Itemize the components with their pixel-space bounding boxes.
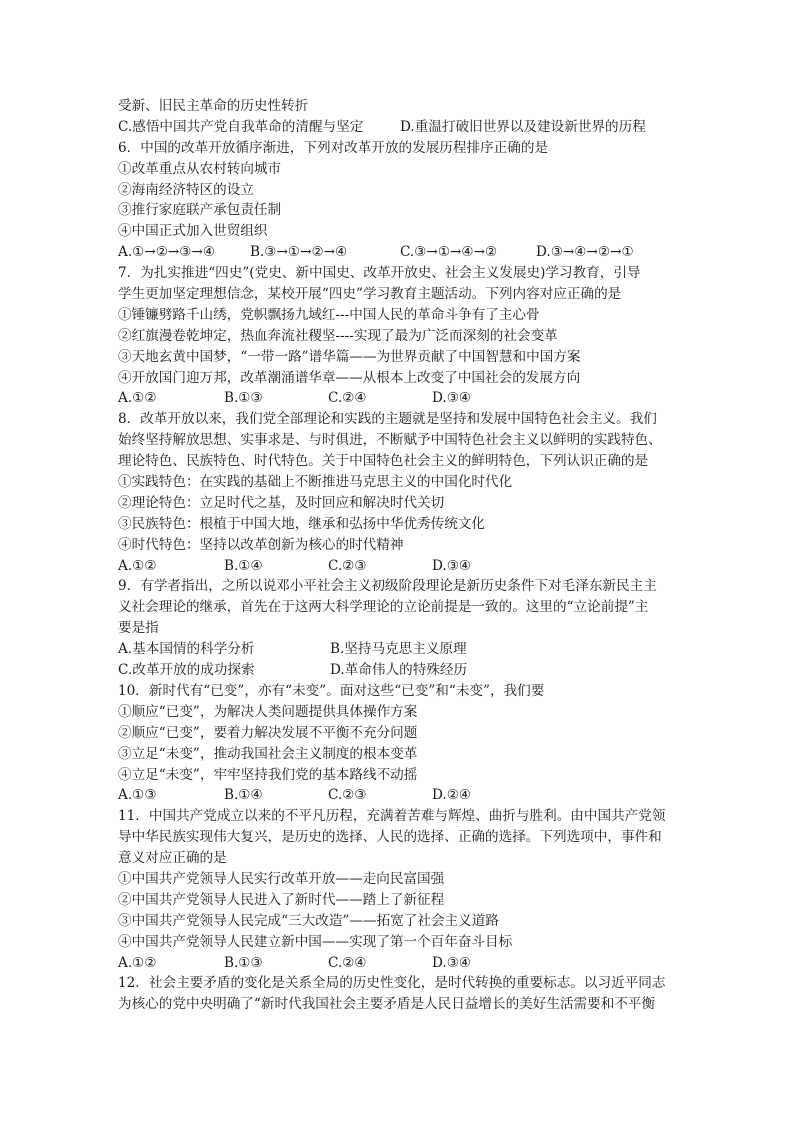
q11-option-d: D.③④ (432, 954, 472, 971)
q12-stem: 12．社会主要矛盾的变化是关系全局的历史性变化，是时代转换的重要标志。以习近平同志 (118, 975, 666, 992)
q11-option-c: C.②④ (328, 954, 367, 971)
q9-stem: 要是指 (118, 620, 159, 637)
q9-option-b: B.坚持马克思主义原理 (330, 641, 467, 658)
exam-content (118, 96, 678, 1015)
q10-item: ①顺应“已变”，为解决人类问题提供具体操作方案 (118, 703, 418, 720)
q7-option-d: D.③④ (432, 390, 472, 407)
q6-option-b: B.③→①→②→④ (250, 244, 348, 261)
q12-stem: 为核心的党中央明确了“新时代我国社会主要矛盾是人民日益增长的美好生活需要和不平衡 (118, 996, 656, 1013)
q9-stem: 9．有学者指出，之所以说邓小平社会主义初级阶段理论是新历史条件下对毛泽东新民主主 (118, 578, 657, 595)
q6-item: ①改革重点从农村转向城市 (118, 160, 282, 177)
q9-options-row (118, 660, 678, 681)
q6-option-c: C.③→①→④→② (400, 244, 498, 261)
q7-item: ④开放国门迎万邦，改革潮涌谱华章——从根本上改变了中国社会的发展方向 (118, 369, 581, 386)
q8-option-d: D.③④ (432, 557, 472, 574)
q10-item: ②顺应“已变”，要着力解决发展不平衡不充分问题 (118, 724, 418, 741)
q9-stem: 义社会理论的继承，首先在于这两大科学理论的立论前提是一致的。这里的“立论前提”主 (118, 599, 649, 616)
q10-option-a: A.①③ (118, 787, 157, 804)
q8-options-row (118, 556, 678, 577)
q9-option-c: C.改革开放的成功探索 (118, 662, 255, 679)
q5-option-c: C.感悟中国共产党自我革命的清醒与坚定 (118, 118, 364, 135)
q8-option-a: A.①② (118, 557, 157, 574)
q6-item: ④中国正式加入世贸组织 (118, 223, 268, 240)
q7-item: ①锤镰劈路千山绣，党帜飘扬九域红---中国人民的革命斗争有了主心骨 (118, 306, 540, 323)
q11-options-row (118, 953, 678, 974)
q11-stem: 11．中国共产党成立以来的不平凡历程，充满着苦难与辉煌、曲折与胜利。由中国共产党领 (118, 808, 666, 825)
q8-stem: 8．改革开放以来，我们党全部理论和实践的主题就是坚持和发展中国特色社会主义。我们 (118, 411, 657, 428)
q8-item: ③民族特色：根植于中国大地，继承和弘扬中华优秀传统文化 (118, 515, 486, 532)
q10-options-row (118, 785, 678, 806)
q6-stem: 6．中国的改革开放循序渐进，下列对改革开放的发展历程排序正确的是 (118, 139, 549, 156)
q6-item: ②海南经济特区的设立 (118, 181, 254, 198)
q7-options-row (118, 388, 678, 409)
q10-option-c: C.②③ (328, 787, 367, 804)
q5-options-row (118, 117, 678, 138)
q7-option-c: C.②④ (328, 390, 367, 407)
q8-item: ①实践特色：在实践的基础上不断推进马克思主义的中国化时代化 (118, 474, 513, 491)
q6-option-a: A.①→②→③→④ (118, 244, 216, 261)
q9-option-a: A.基本国情的科学分析 (118, 641, 255, 658)
q6-option-d: D.③→④→②→① (536, 244, 634, 261)
q11-item: ②中国共产党领导人民进入了新时代——踏上了新征程 (118, 891, 445, 908)
q8-item: ④时代特色：坚持以改革创新为核心的时代精神 (118, 536, 404, 553)
q11-item: ④中国共产党领导人民建立新中国——实现了第一个百年奋斗目标 (118, 933, 513, 950)
q11-item: ①中国共产党领导人民实行改革开放——走向民富国强 (118, 870, 445, 887)
q6-options-row (118, 242, 678, 263)
q11-option-a: A.①② (118, 954, 157, 971)
q6-item: ③推行家庭联产承包责任制 (118, 202, 282, 219)
q7-stem: 7．为扎实推进“四史”(党史、新中国史、改革开放史、社会主义发展史)学习教育，引导 (118, 265, 641, 282)
q11-stem: 意义对应正确的是 (118, 850, 227, 867)
q10-option-d: D.②④ (432, 787, 472, 804)
q7-option-a: A.①② (118, 390, 157, 407)
q8-stem: 理论特色、民族特色、时代特色。关于中国特色社会主义的鲜明特色，下列认识正确的是 (118, 453, 649, 470)
q10-item: ③立足“未变”，推动我国社会主义制度的根本变革 (118, 745, 418, 762)
q7-item: ②红旗漫卷乾坤定，热血奔流社稷坚----实现了最为广泛而深刻的社会变革 (118, 327, 558, 344)
q8-option-c: C.②③ (328, 557, 367, 574)
q11-stem: 导中华民族实现伟大复兴，是历史的选择、人民的选择、正确的选择。下列选项中，事件和 (118, 829, 662, 846)
q11-item: ③中国共产党领导人民完成“三大改造”——拓宽了社会主义道路 (118, 912, 499, 929)
q9-option-d: D.革命伟人的特殊经历 (330, 662, 468, 679)
text-line: 受新、旧民主革命的历史性转折 (118, 98, 309, 114)
q9-options-row (118, 639, 678, 660)
q10-stem: 10．新时代有“已变”，亦有“未变”。面对这些“已变”和“未变”，我们要 (118, 682, 545, 699)
q8-stem: 始终坚持解放思想、实事求是、与时俱进，不断赋予中国特色社会主义以鲜明的实践特色、 (118, 432, 662, 449)
q7-option-b: B.①③ (224, 390, 263, 407)
q5-option-d: D.重温打破旧世界以及建设新世界的历程 (400, 118, 646, 135)
q11-option-b: B.①③ (224, 954, 263, 971)
q8-option-b: B.①④ (224, 557, 263, 574)
q7-item: ③天地玄黄中国梦，“一带一路”谱华篇——为世界贡献了中国智慧和中国方案 (118, 348, 581, 365)
q8-item: ②理论特色：立足时代之基，及时回应和解决时代关切 (118, 494, 445, 511)
q7-stem: 学生更加坚定理想信念，某校开展“四史”学习教育主题活动。下列内容对应正确的是 (118, 286, 622, 303)
q10-item: ④立足“未变”，牢牢坚持我们党的基本路线不动摇 (118, 766, 418, 783)
q10-option-b: B.①④ (224, 787, 263, 804)
